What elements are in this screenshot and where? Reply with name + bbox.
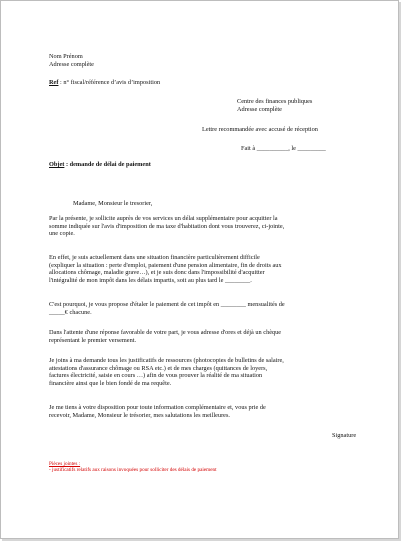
sending-mode: Lettre recommandée avec accusé de réception — [202, 126, 318, 133]
paragraph-line: Par la présente, je sollicite auprès de vos services un délai supplémentaire pour acquitter la — [49, 215, 278, 222]
salutation: Madame, Monsieur le tresorier, — [73, 200, 153, 207]
reference-label: Ref — [49, 79, 59, 86]
sender-address: Adresse complète — [49, 61, 94, 68]
paragraph-closing — [49, 404, 363, 419]
paragraph-line: (expliquer la situation : perte d'emploi, paiement d'une pension alimentaire, fin de droits aux — [49, 261, 282, 269]
paragraph-line: recevoir, Madame, Monsieur le trésorier, mes salutations les meilleures. — [49, 411, 230, 419]
paragraph-line: financière ainsi que le bien fondé de ma requête. — [49, 379, 172, 387]
paragraph-line: Je me tiens à votre disposition pour toute information complémentaire et, vous prie de — [49, 404, 266, 411]
paragraph-line: attestations d'assurance chômage ou RSA etc.) et de mes charges (quittances de loyers, — [49, 364, 268, 372]
paragraph-line: allocations chômage, maladie grave…), et je suis donc dans l'impossibilité d'acquitter — [49, 269, 265, 277]
recipient-address: Adresse complète — [237, 106, 282, 113]
object-line — [49, 161, 151, 169]
enclosures-item: - justificatifs relatifs aux raisons invoquées pour solliciter des délais de paiement — [49, 467, 217, 473]
paragraph-line: Dans l'attente d'une réponse favorable de votre part, je vous adresse d'ores et déjà un chèque — [49, 329, 282, 336]
object-label: Objet — [49, 161, 65, 168]
paragraph-line: Je joins à ma demande tous les justificatifs de ressources (photocopies de bulletins de salaire, — [49, 357, 284, 364]
reference-line — [49, 79, 160, 87]
paragraph-line: En effet, je suis actuellement dans une situation financière particulièrement difficile — [49, 254, 260, 261]
paragraph-line: somme indiquée sur l'avis d'imposition de ma taxe d'habitation dont vous trouverez, ci-jointe, — [49, 222, 285, 230]
sender-name: Nom Prénom — [49, 53, 83, 60]
paragraph-line: représentant le premier versement. — [49, 336, 137, 344]
paragraph-situation — [49, 254, 363, 284]
place-date: Fait à __________, le _________ — [241, 145, 326, 152]
paragraph-request — [49, 215, 363, 238]
recipient-name: Centre des finances publiques — [237, 98, 313, 105]
paragraph-line: l'intégralité de mon impôt dans les délais impartis, soit au plus tard le ________. — [49, 276, 252, 284]
reference-text: : n° fiscal/référence d’avis d’imposition — [58, 79, 161, 86]
object-text: : demande de délai de paiement — [64, 161, 151, 168]
signature: Signature — [332, 432, 357, 439]
paragraph-line: factures électricité, saisie en cours …) afin de vous prouver la réalité de ma situation — [49, 372, 263, 380]
paragraph-documents — [49, 357, 363, 387]
enclosures-title: Pièces jointes : — [49, 461, 81, 467]
paragraph-line: _____€ chacune. — [49, 308, 92, 316]
paragraph-proposal — [49, 301, 363, 316]
paragraph-cheque — [49, 329, 363, 344]
paragraph-line: C'est pourquoi, je vous propose d'étaler le paiement de cet impôt en ________ mensualités de — [49, 301, 285, 308]
paragraph-line: une copie. — [49, 230, 75, 238]
